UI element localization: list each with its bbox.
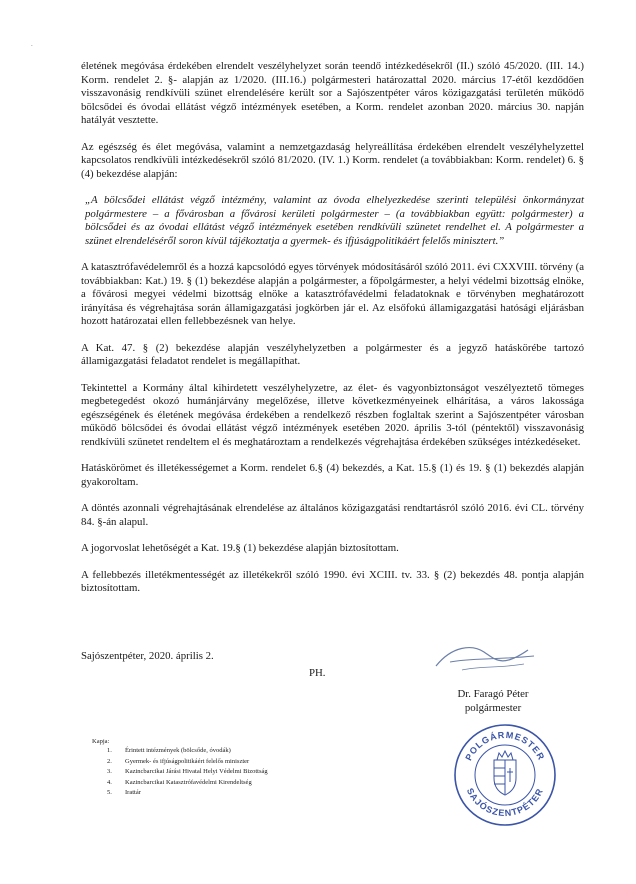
stamp-bottom-text: SAJÓSZENTPÉTER bbox=[464, 786, 546, 819]
quoted-paragraph: „A bölcsődei ellátást végző intézmény, valamint az óvoda elhelyezkedése szerinti települési önkormányzat polgármestere – a fővárosban a fővárosi kerületi polgármester – (a továbbiakban együtt: polgármester) a bölcsődei és az óvodai ellátást végző intézmények esetében rendkívüli szünetet rendelhet el. A polgármester a szünet elrendeléséről soron kívül tájékoztatja a gyermek- és ifjúságpolitikáért felelős minisztert.” bbox=[85, 194, 584, 247]
ph-mark: PH. bbox=[309, 667, 326, 679]
paragraph-8: A döntés azonnali végrehajtásának elrendelése az általános közigazgatási rendtartásról szóló 2016. évi CL. törvény 84. §-án alapul. bbox=[81, 502, 584, 528]
distribution-list bbox=[107, 746, 268, 799]
list-item: 4. Kazincbarcikai Katasztrófavédelmi Kirendeltség bbox=[107, 778, 252, 786]
list-item: 3. Kazincbarcikai Járási Hivatal Helyi Védelmi Bizottság bbox=[107, 768, 268, 775]
signature-icon bbox=[432, 640, 542, 680]
distribution-label: Kapja: bbox=[92, 738, 110, 745]
list-item: 2. Gyermek- és ifjúságpolitikáért felelős miniszter bbox=[107, 757, 250, 765]
signer-block bbox=[428, 687, 558, 715]
coat-of-arms-icon bbox=[494, 751, 516, 795]
place-date: Sajószentpéter, 2020. április 2. bbox=[81, 650, 214, 662]
stamp-top-text: POLGÁRMESTER bbox=[463, 729, 547, 763]
official-stamp-icon bbox=[450, 720, 560, 830]
paragraph-7: Hatáskörömet és illetékességemet a Korm. rendelet 6.§ (4) bekezdés, a Kat. 15.§ (1) és 19. § (1) bekezdés alapján gyakoroltam. bbox=[81, 462, 584, 488]
signer-title: polgármester bbox=[464, 702, 522, 714]
paragraph-10: A fellebbezés illetékmentességét az illetékekről szóló 1990. évi XCIII. tv. 33. § (2) bekezdés 48. pontja alapján biztosítottam. bbox=[81, 568, 584, 594]
scan-mark: . bbox=[31, 40, 33, 48]
paragraph-5: A Kat. 47. § (2) bekezdése alapján veszélyhelyzetben a polgármester és a jegyző hatáskörébe tartozó államigazgatási feladatot rendelet is megállapíthat. bbox=[81, 341, 584, 367]
list-item: 5. Irattár bbox=[107, 789, 141, 796]
paragraph-6: Tekintettel a Kormány által kihirdetett veszélyhelyzetre, az élet- és vagyonbiztonságot veszélyeztető tömeges megbetegedést okozó humánjárvány megelőzése, illetve következményeinek elhárítása, a város lakossága egészségének és életének megóvása érdekében a rendelkező részben foglaltak szerint a Sajószentpéter városban működő bölcsődei és óvodai ellátást végző intézmények esetében 2020. április 3-tól (péntektől) visszavonásig rendkívüli szünetet rendeltem el és meghatároztam a rendelkezés végrehajtása érdekében szükséges intézkedéseket. bbox=[81, 381, 584, 448]
paragraph-4: A katasztrófavédelemről és a hozzá kapcsolódó egyes törvények módosításáról szóló 2011. évi CXXVIII. törvény (a továbbiakban: Kat.) 19. § (1) bekezdése alapján a polgármester, a főpolgármester, a helyi védelmi bizottság elnöke, a fővárosi megyei védelmi bizottság elnöke a katasztrófavédelmi feladatoknak e törvényben meghatározott irányítása és végrehajtása során államigazgatási jogkörben jár el. Az elsőfokú államigazgatási hatósági eljárásban hozott határozatai ellen fellebbezésnek van helye. bbox=[81, 261, 584, 327]
list-item: 1. Érintett intézmények (bölcsőde, óvodák) bbox=[107, 747, 231, 754]
paragraph-1: életének megóvása érdekében elrendelt veszélyhelyzet során teendő intézkedésekről (II.) szóló 45/2020. (III. 14.) Korm. rendelet 2. §- alapján az 1/2020. (III.16.) polgármesteri határozattal 2020. március 17-étől kezdődően visszavonásig rendkívüli szünet elrendelésére került sor a Sajószentpéter város közigazgatási területén működő bölcsődei és óvodai ellátást végző intézmények esetében, a Korm. rendelet azonban 2020. március 30. napján hatályát vesztette. bbox=[81, 60, 584, 126]
document-body bbox=[81, 60, 584, 609]
signer-name: Dr. Faragó Péter bbox=[457, 688, 529, 700]
paragraph-9: A jogorvoslat lehetőségét a Kat. 19.§ (1) bekezdése alapján biztosítottam. bbox=[81, 542, 399, 554]
paragraph-2: Az egészség és élet megóvása, valamint a nemzetgazdaság helyreállítása érdekében elrendelt veszélyhelyzettel kapcsolatos rendkívüli intézkedésekről szóló 81/2020. (IV. 1.) Korm. rendelet (a továbbiakban: Korm. rendelet) 6. § (4) bekezdése alapján: bbox=[81, 140, 584, 180]
